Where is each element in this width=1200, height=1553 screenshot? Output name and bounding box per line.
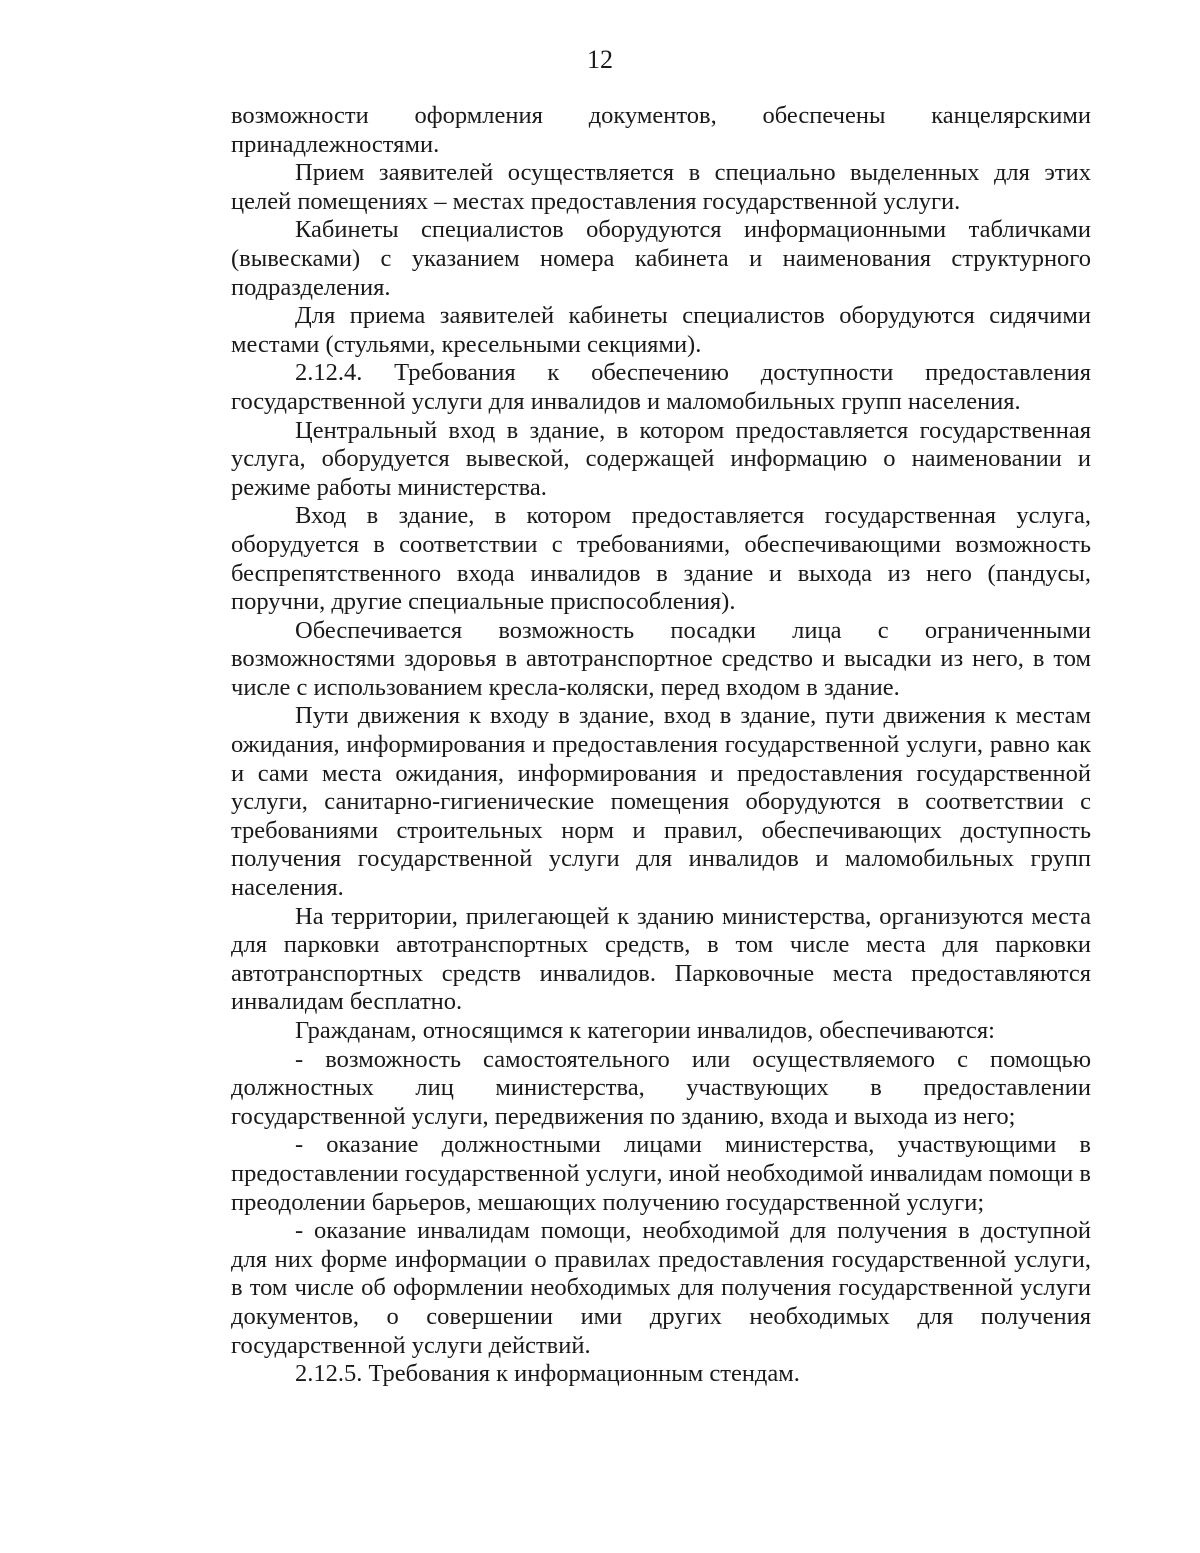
paragraph-seating: Для приема заявителей кабинеты специалистов оборудуются сидячими местами (стульями, кресельными секциями). (231, 302, 1091, 358)
list-item-movement-assistance: - возможность самостоятельного или осуществляемого с помощью должностных лиц министерства, участвующих в предоставлении государственной услуги, передвижения по зданию, входа и выхода из него; (231, 1045, 1091, 1130)
paragraph-office-signs: Кабинеты специалистов оборудуются информационными табличками (вывесками) с указанием номера кабинета и наименования структурного подразделения. (231, 216, 1091, 301)
paragraph-central-entrance: Центральный вход в здание, в котором предоставляется государственная услуга, оборудуется вывеской, содержащей информацию о наименовании и режиме работы министерства. (231, 416, 1091, 501)
list-item-information-assistance: - оказание инвалидам помощи, необходимой для получения в доступной для них форме информации о правилах предоставления государственной услуги, в том числе об оформлении необходимых для получения государственной услуги документов, о совершении ими других необходимых для получения государственной услуги действий. (231, 1217, 1091, 1359)
list-item-barrier-assistance: - оказание должностными лицами министерства, участвующими в предоставлении государственной услуги, иной необходимой инвалидам помощи в преодолении барьеров, мешающих получению государственной услуги; (231, 1131, 1091, 1216)
paragraph-reception-premises: Прием заявителей осуществляется в специально выделенных для этих целей помещениях – местах предоставления государственной услуги. (231, 159, 1091, 215)
paragraph-movement-paths: Пути движения к входу в здание, вход в здание, пути движения к местам ожидания, информирования и предоставления государственной услуги, равно как и сами места ожидания, информирования и предоставления государственной услуги, санитарно-гигиенические помещения оборудуются в соответствии с требованиями строительных норм и правил, обеспечивающих доступность получения государственной услуги для инвалидов и маломобильных групп населения. (231, 702, 1091, 902)
document-body (231, 102, 1091, 1389)
paragraph-disabled-citizens: Гражданам, относящимся к категории инвалидов, обеспечиваются: (295, 1017, 995, 1044)
paragraph-building-entrance: Вход в здание, в котором предоставляется государственная услуга, оборудуется в соответствии с требованиями, обеспечивающими возможность беспрепятственного входа инвалидов в здание и выхода из него (пандусы, поручни, другие специальные приспособления). (231, 502, 1091, 616)
paragraph-vehicle-boarding: Обеспечивается возможность посадки лица с ограниченными возможностями здоровья в автотранспортное средство и высадки из него, в том числе с использованием кресла-коляски, перед входом в здание. (231, 616, 1091, 701)
paragraph-parking: На территории, прилегающей к зданию министерства, организуются места для парковки автотранспортных средств, в том числе места для парковки автотранспортных средств инвалидов. Парковочные места предоставляются инвалидам бесплатно. (231, 902, 1091, 1016)
section-heading-2-12-5: 2.12.5. Требования к информационным стендам. (295, 1360, 800, 1388)
section-heading-2-12-4: 2.12.4. Требования к обеспечению доступности предоставления государственной услуги для инвалидов и маломобильных групп населения. (231, 359, 1091, 415)
paragraph-continuation: возможности оформления документов, обеспечены канцелярскими принадлежностями. (231, 102, 1091, 158)
page-number: 12 (587, 45, 613, 74)
